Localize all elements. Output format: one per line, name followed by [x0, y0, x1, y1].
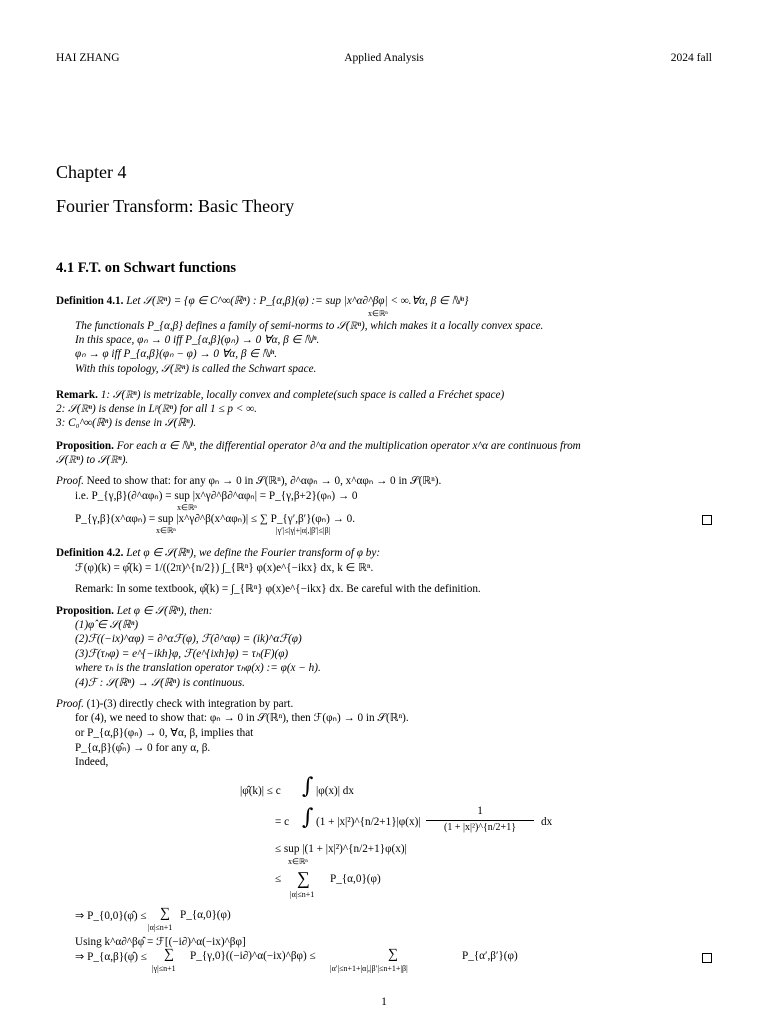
bound-line-rhs: P_{α,0}(φ) — [180, 909, 231, 921]
proof-line: P_{α,β}(φ̂ₙ) → 0 for any α, β. — [75, 742, 211, 754]
definition-4-2 — [56, 546, 380, 560]
remark-label: Remark. — [56, 389, 98, 401]
integral-sign: ∫ — [302, 805, 314, 830]
definition-label: Definition 4.1. — [56, 295, 124, 307]
display-eq-1-lhs: |φ̂(k)| ≤ c — [240, 785, 281, 797]
proof-1 — [56, 474, 441, 488]
proposition-item: (2)ℱ((−ix)^αφ) = ∂^αℱ(φ), ℱ(∂^αφ) = (ik)^αℱ(φ) — [75, 633, 302, 645]
proposition-label: Proposition. — [56, 440, 114, 452]
proposition-line: 𝒮(ℝⁿ) to 𝒮(ℝⁿ). — [56, 454, 129, 466]
display-eq-4-rhs: P_{α,0}(φ) — [330, 873, 381, 885]
proposition-item: (4)ℱ : 𝒮(ℝⁿ) → 𝒮(ℝⁿ) is continuous. — [75, 677, 245, 689]
proposition-text: For each α ∈ ℕⁿ, the differential operator ∂^α and the multiplication operator x^α are continuous from — [116, 440, 581, 452]
sum-subscript: |γ|≤n+1 — [152, 964, 176, 973]
proposition-1 — [56, 439, 581, 453]
proposition-item: (3)ℱ(τₕφ) = e^{−ikh}φ, ℱ(e^{ixh}φ) = τₕ(F)(φ) — [75, 648, 289, 660]
remark-text: 1: 𝒮(ℝⁿ) is metrizable, locally convex and complete(such space is called a Fréchet space) — [100, 389, 505, 401]
sup-subscript: x∈ℝⁿ — [177, 503, 197, 512]
proposition-item: (1)φ̂ ∈ 𝒮(ℝⁿ) — [75, 619, 139, 631]
proof-text: (1)-(3) directly check with integration by part. — [86, 698, 294, 710]
remark-line: 2: 𝒮(ℝⁿ) is dense in Lᵖ(ℝⁿ) for all 1 ≤ p < ∞. — [56, 403, 257, 415]
header-author: HAI ZHANG — [56, 52, 120, 64]
proposition-item: where τₕ is the translation operator τₕφ(x) := φ(x − h). — [75, 662, 321, 674]
definition-4-1 — [56, 294, 468, 308]
proof-line: i.e. P_{γ,β}(∂^αφₙ) = sup |x^γ∂^β∂^αφₙ| = P_{γ,β+2}(φₙ) → 0 — [75, 490, 358, 502]
integral-sign: ∫ — [302, 774, 314, 799]
proof-2 — [56, 697, 293, 711]
final-bound-line: ⇒ P_{α,β}(φ̂) ≤ — [75, 951, 147, 963]
bound-line: ⇒ P_{0,0}(φ̂) ≤ — [75, 910, 147, 922]
header-term: 2024 fall — [670, 52, 712, 64]
definition-label: Definition 4.2. — [56, 547, 124, 559]
qed-symbol — [702, 515, 712, 525]
proof-line: P_{γ,β}(x^αφₙ) = sup |x^γ∂^β(x^αφₙ)| ≤ ∑ P_{γ′,β′}(φₙ) → 0. — [75, 513, 356, 525]
chapter-title: Fourier Transform: Basic Theory — [56, 196, 295, 216]
chapter-label: Chapter 4 — [56, 162, 127, 182]
proof-label: Proof. — [56, 698, 84, 710]
definition-text: Let φ ∈ 𝒮(ℝⁿ), we define the Fourier transform of φ by: — [126, 547, 381, 559]
sup-subscript: x∈ℝⁿ — [288, 857, 308, 866]
header-course: Applied Analysis — [344, 52, 424, 64]
section-heading: 4.1 F.T. on Schwart functions — [56, 260, 237, 276]
fraction-numerator: 1 — [477, 805, 483, 817]
fraction-bar — [426, 820, 534, 821]
proof-label: Proof. — [56, 475, 84, 487]
summation-sign: ∑ — [160, 906, 170, 921]
display-eq-4-lhs: ≤ — [275, 873, 282, 885]
proof-text: Need to show that: for any φₙ → 0 in 𝒮(ℝⁿ), ∂^αφₙ → 0, x^αφₙ → 0 in 𝒮(ℝⁿ). — [86, 475, 442, 487]
sum-subscript: |α|≤n+1 — [290, 890, 315, 899]
definition-text: Let 𝒮(ℝⁿ) = {φ ∈ C^∞(ℝⁿ) : P_{α,β}(φ) := sup |x^α∂^βφ| < ∞.∀α, β ∈ ℕⁿ} — [126, 295, 469, 307]
sum-subscript: |α|≤n+1 — [148, 923, 173, 932]
summation-sign: ∑ — [297, 868, 310, 888]
definition-line: With this topology, 𝒮(ℝⁿ) is called the Schwart space. — [75, 363, 317, 375]
summation-sign: ∑ — [164, 947, 174, 962]
final-bound-mid: P_{γ,0}((−i∂)^α(−ix)^βφ) ≤ — [190, 950, 316, 962]
final-bound-rhs: P_{α′,β′}(φ) — [462, 950, 518, 962]
display-eq-2-dx: dx — [541, 816, 553, 828]
proposition-2 — [56, 604, 212, 618]
fraction-denominator: (1 + |x|²)^{n/2+1} — [443, 822, 516, 833]
definition-line: The functionals P_{α,β} defines a family of semi-norms to 𝒮(ℝⁿ), which makes it a locally convex space. — [75, 320, 544, 332]
sup-subscript: x∈ℝⁿ — [156, 526, 176, 535]
qed-symbol — [702, 953, 712, 963]
sum-subscript: |γ′|≤|γ|+|α|,|β′|≤|β| — [276, 526, 331, 535]
display-eq-2-mid: (1 + |x|²)^{n/2+1}|φ(x)| — [316, 816, 421, 828]
running-header — [56, 52, 712, 68]
display-eq-1-rhs: |φ(x)| dx — [316, 785, 354, 797]
sup-subscript: x∈ℝⁿ — [368, 309, 388, 318]
display-eq-2-lhs: = c — [275, 816, 290, 828]
identity-line: Using k^α∂^βφ̂ = ℱ[(−i∂)^α(−ix)^βφ] — [75, 936, 246, 948]
remark-line: 3: C₀^∞(ℝⁿ) is dense in 𝒮(ℝⁿ). — [56, 417, 197, 429]
page-number: 1 — [381, 996, 387, 1008]
sum-subscript: |α′|≤n+1+|α|,|β′|≤n+1+|β| — [330, 964, 408, 973]
proof-line: or P_{α,β}(φₙ) → 0, ∀α, β, implies that — [75, 727, 254, 739]
definition-line: In this space, φₙ → 0 iff P_{α,β}(φₙ) → 0 ∀α, β ∈ ℕⁿ. — [75, 334, 320, 346]
definition-line: φₙ → φ iff P_{α,β}(φₙ − φ) → 0 ∀α, β ∈ ℕⁿ. — [75, 348, 278, 360]
proposition-text: Let φ ∈ 𝒮(ℝⁿ), then: — [116, 605, 213, 617]
summation-sign: ∑ — [388, 947, 398, 962]
remark — [56, 388, 504, 402]
display-eq-3: ≤ sup |(1 + |x|²)^{n/2+1}φ(x)| — [275, 843, 407, 855]
proposition-label: Proposition. — [56, 605, 114, 617]
fourier-definition: ℱ(φ)(k) = φ̂(k) = 1/((2π)^{n/2}) ∫_{ℝⁿ} φ(x)e^{−ikx} dx, k ∈ ℝⁿ. — [75, 562, 374, 574]
proof-line: for (4), we need to show that: φₙ → 0 in 𝒮(ℝⁿ), then ℱ(φₙ) → 0 in 𝒮(ℝⁿ). — [75, 712, 409, 724]
proof-line: Indeed, — [75, 756, 109, 768]
remark-line: Remark: In some textbook, φ̂(k) = ∫_{ℝⁿ} φ(x)e^{−ikx} dx. Be careful with the definition. — [75, 583, 481, 595]
